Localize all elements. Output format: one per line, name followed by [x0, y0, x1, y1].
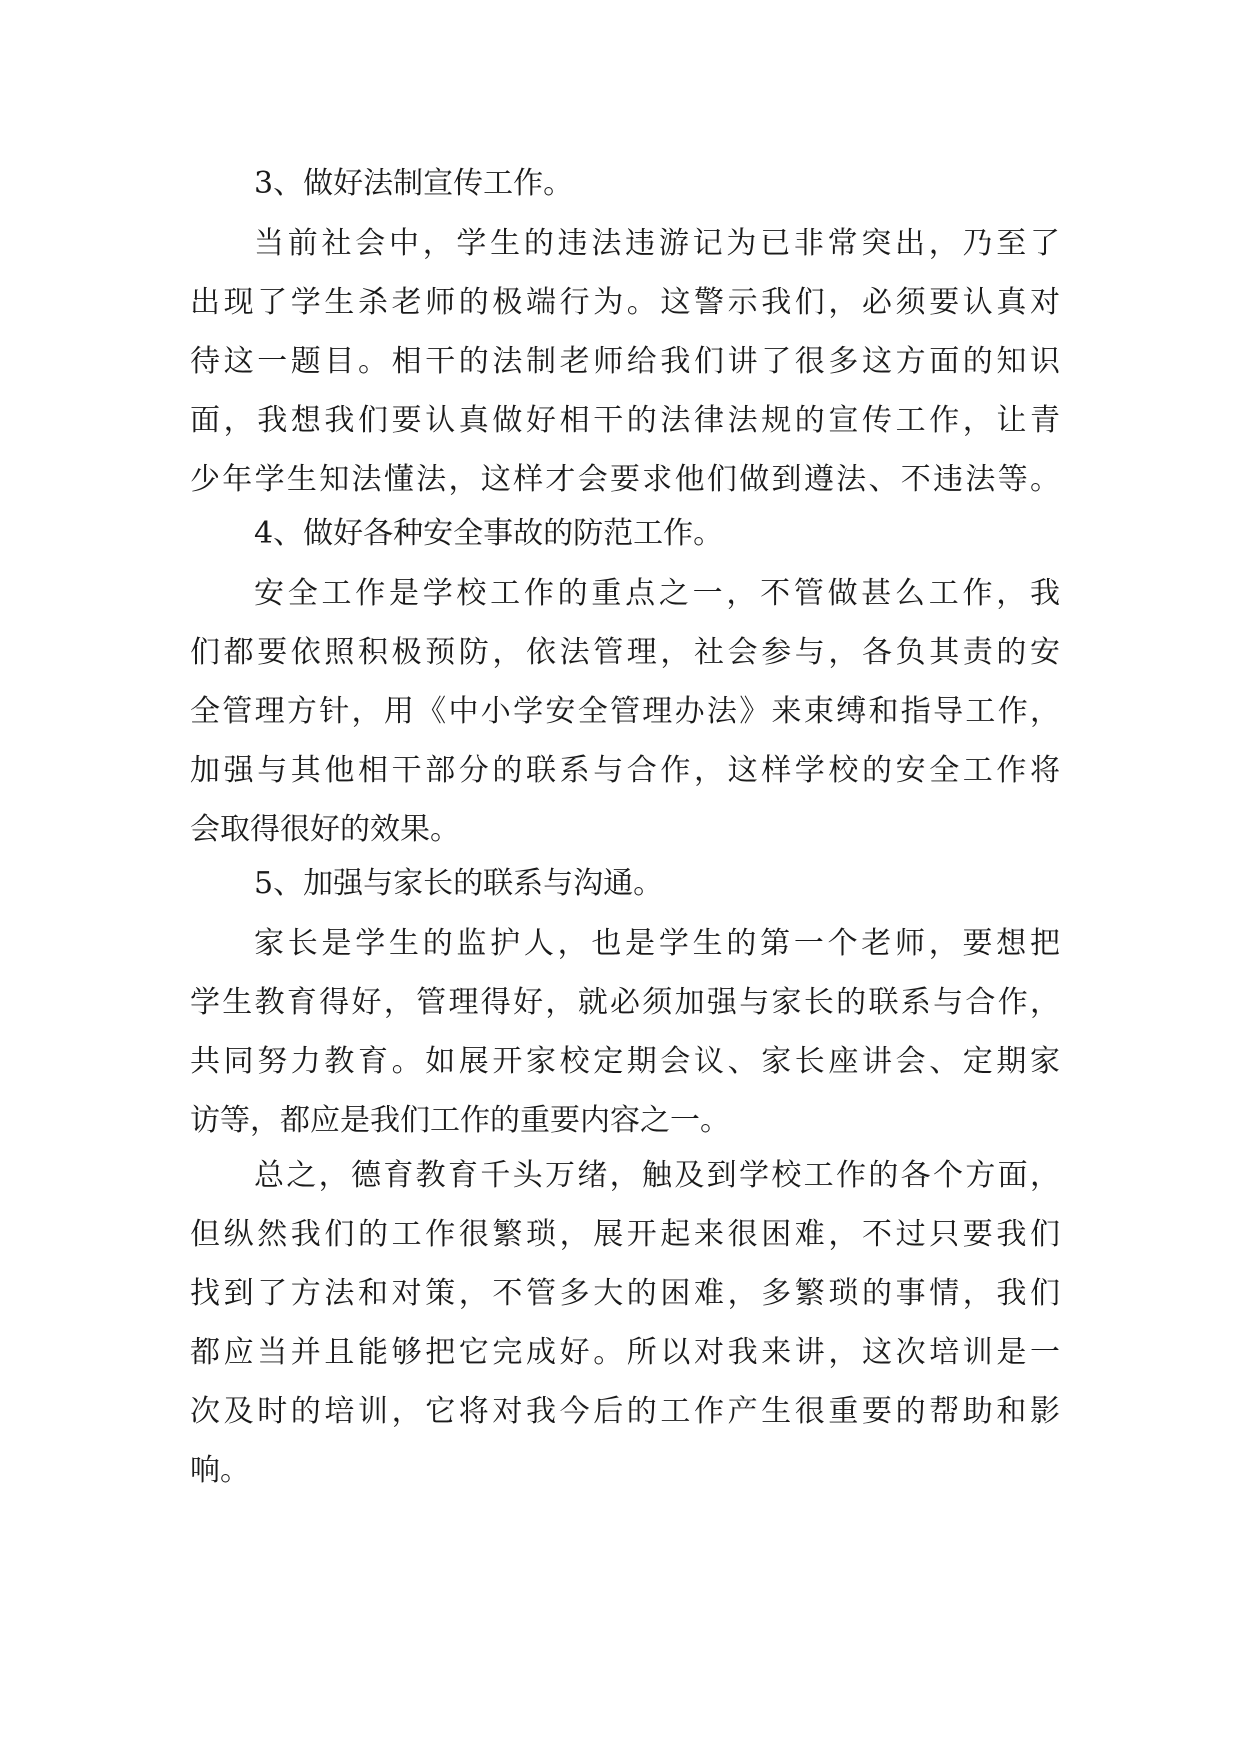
heading-3: 3、做好法制宣传工作。 [254, 166, 574, 201]
paragraph-line: 当前社会中，学生的违法违游记为已非常突出，乃至了 [254, 226, 1060, 261]
paragraph-line: 共同努力教育。如展开家校定期会议、家长座讲会、定期家 [190, 1044, 1060, 1079]
heading-5: 5、加强与家长的联系与沟通。 [254, 866, 664, 901]
paragraph-line: 安全工作是学校工作的重点之一，不管做甚么工作，我 [254, 576, 1060, 611]
heading-4: 4、做好各种安全事故的防范工作。 [254, 516, 724, 551]
paragraph-line: 待这一题目。相干的法制老师给我们讲了很多这方面的知识 [190, 344, 1060, 379]
paragraph-line: 访等，都应是我们工作的重要内容之一。 [190, 1103, 730, 1138]
paragraph-line: 家长是学生的监护人，也是学生的第一个老师，要想把 [254, 926, 1060, 961]
paragraph-line: 学生教育得好，管理得好，就必须加强与家长的联系与合作， [190, 985, 1060, 1020]
paragraph-line: 面，我想我们要认真做好相干的法律法规的宣传工作，让青 [190, 403, 1060, 438]
paragraph-line: 全管理方针，用《中小学安全管理办法》来束缚和指导工作， [190, 694, 1060, 729]
paragraph-line: 次及时的培训，它将对我今后的工作产生很重要的帮助和影 [190, 1394, 1060, 1429]
paragraph-line: 出现了学生杀老师的极端行为。这警示我们，必须要认真对 [190, 285, 1060, 320]
paragraph-line: 响。 [190, 1453, 250, 1488]
paragraph-line: 都应当并且能够把它完成好。所以对我来讲，这次培训是一 [190, 1335, 1060, 1370]
paragraph-line: 总之，德育教育千头万绪，触及到学校工作的各个方面， [254, 1158, 1060, 1193]
paragraph-line: 们都要依照积极预防，依法管理，社会参与，各负其责的安 [190, 635, 1060, 670]
paragraph-line: 会取得很好的效果。 [190, 812, 460, 847]
paragraph-line: 少年学生知法懂法，这样才会要求他们做到遵法、不违法等。 [190, 462, 1060, 497]
paragraph-line: 但纵然我们的工作很繁琐，展开起来很困难，不过只要我们 [190, 1217, 1060, 1252]
paragraph-line: 找到了方法和对策，不管多大的困难，多繁琐的事情，我们 [190, 1276, 1060, 1311]
paragraph-line: 加强与其他相干部分的联系与合作，这样学校的安全工作将 [190, 753, 1060, 788]
